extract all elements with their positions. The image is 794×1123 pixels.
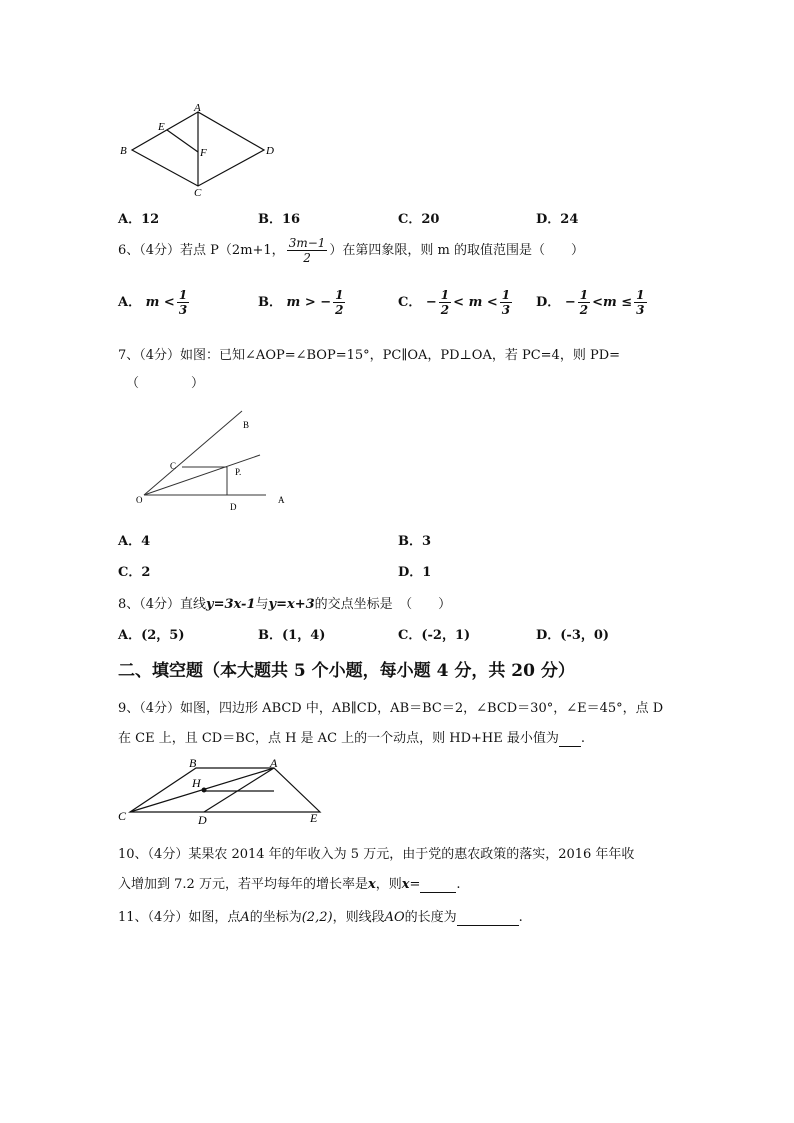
rhombus-figure [112, 100, 282, 200]
fig7-label-a: A [278, 495, 285, 505]
q11-answer-blank[interactable] [457, 910, 519, 926]
q7-option-c[interactable]: C．2 [118, 565, 151, 580]
q8-option-a[interactable]: A．(2，5) [118, 628, 185, 643]
fig9-label-a: A [270, 756, 278, 770]
q9-answer-blank[interactable] [559, 731, 581, 747]
q5-option-a[interactable]: A．12 [118, 212, 160, 227]
fig7-label-d: D [230, 502, 237, 512]
fig9-label-e: E [310, 811, 318, 825]
q6-option-b[interactable]: B． m > − $\frac{1}{2}$ [258, 288, 344, 317]
q7-option-d[interactable]: D．1 [398, 565, 432, 580]
q6-option-a[interactable]: A． m < $\frac{1}{3}$ [118, 288, 188, 317]
fig7-label-o: O [136, 495, 143, 505]
fig9-label-c: C [118, 809, 127, 823]
section-heading-fill-in: 二、填空题（本大题共 5 个小题，每小题 4 分，共 20 分） [118, 661, 575, 681]
q8-option-d[interactable]: D．(-3，0) [536, 628, 610, 643]
fig9-label-h: H [192, 776, 201, 790]
fig7-label-p: P. [235, 467, 242, 477]
q7-stem-line1: 7、（4分）如图：已知∠AOP=∠BOP=15°，PC∥OA，PD⊥OA，若 PC=4，则 PD= [118, 348, 621, 363]
fig9-label-d: D [198, 813, 207, 827]
q7-option-a[interactable]: A．4 [118, 534, 151, 549]
q5-option-d[interactable]: D．24 [536, 212, 579, 227]
q8-option-c[interactable]: C．(-2，1) [398, 628, 471, 643]
q7-stem-line2: （ ） [126, 376, 205, 391]
fig5-label-b: B [120, 145, 127, 157]
fig5-label-f: F [200, 147, 207, 159]
q5-option-b[interactable]: B．16 [258, 212, 301, 227]
q10-stem-line1: 10、（4分）某果农 2014 年的年收入为 5 万元，由于党的惠农政策的落实，2016 年年收 [118, 847, 635, 862]
q8-stem: 8、（4分）直线y=3x-1与y=x+3的交点坐标是 （ ） [118, 597, 452, 612]
fig5-label-c: C [194, 187, 202, 199]
q6-stem: 6、（4分）若点 P（2m+1， $\frac{3m-1}{2}$ ）在第四象限，则 m 的取值范围是（ ） [118, 236, 584, 265]
fig7-label-b: B [243, 420, 250, 430]
q10-answer-blank[interactable] [420, 877, 456, 893]
trapezoid-figure [116, 756, 326, 828]
q11-stem: 11、（4分）如图，点A的坐标为(2,2)，则线段AO的长度为 . [118, 910, 523, 925]
fig5-label-a: A [194, 102, 201, 114]
q5-option-c[interactable]: C．20 [398, 212, 440, 227]
q7-option-b[interactable]: B．3 [398, 534, 432, 549]
fig5-label-e: E [158, 121, 165, 133]
q9-stem-line2: 在 CE 上，且 CD＝BC，点 H 是 AC 上的一个动点，则 HD+HE 最小值为 . [118, 731, 586, 746]
q8-option-b[interactable]: B．(1，4) [258, 628, 326, 643]
q9-stem-line1: 9、（4分）如图，四边形 ABCD 中，AB∥CD，AB＝BC＝2，∠BCD＝30°，∠E＝45°，点 D [118, 701, 664, 716]
q6-option-d[interactable]: D． − $\frac{1}{2}$ <m ≤ $\frac{1}{3}$ [536, 288, 645, 317]
q10-stem-line2: 入增加到 7.2 万元，若平均每年的增长率是x，则x= . [118, 877, 461, 892]
fig7-label-c: C [170, 461, 177, 471]
q6-option-c[interactable]: C． − $\frac{1}{2}$ < m < $\frac{1}{3}$ [398, 288, 511, 317]
angle-figure [130, 405, 300, 517]
fig9-label-b: B [189, 756, 197, 770]
fig5-label-d: D [266, 145, 274, 157]
